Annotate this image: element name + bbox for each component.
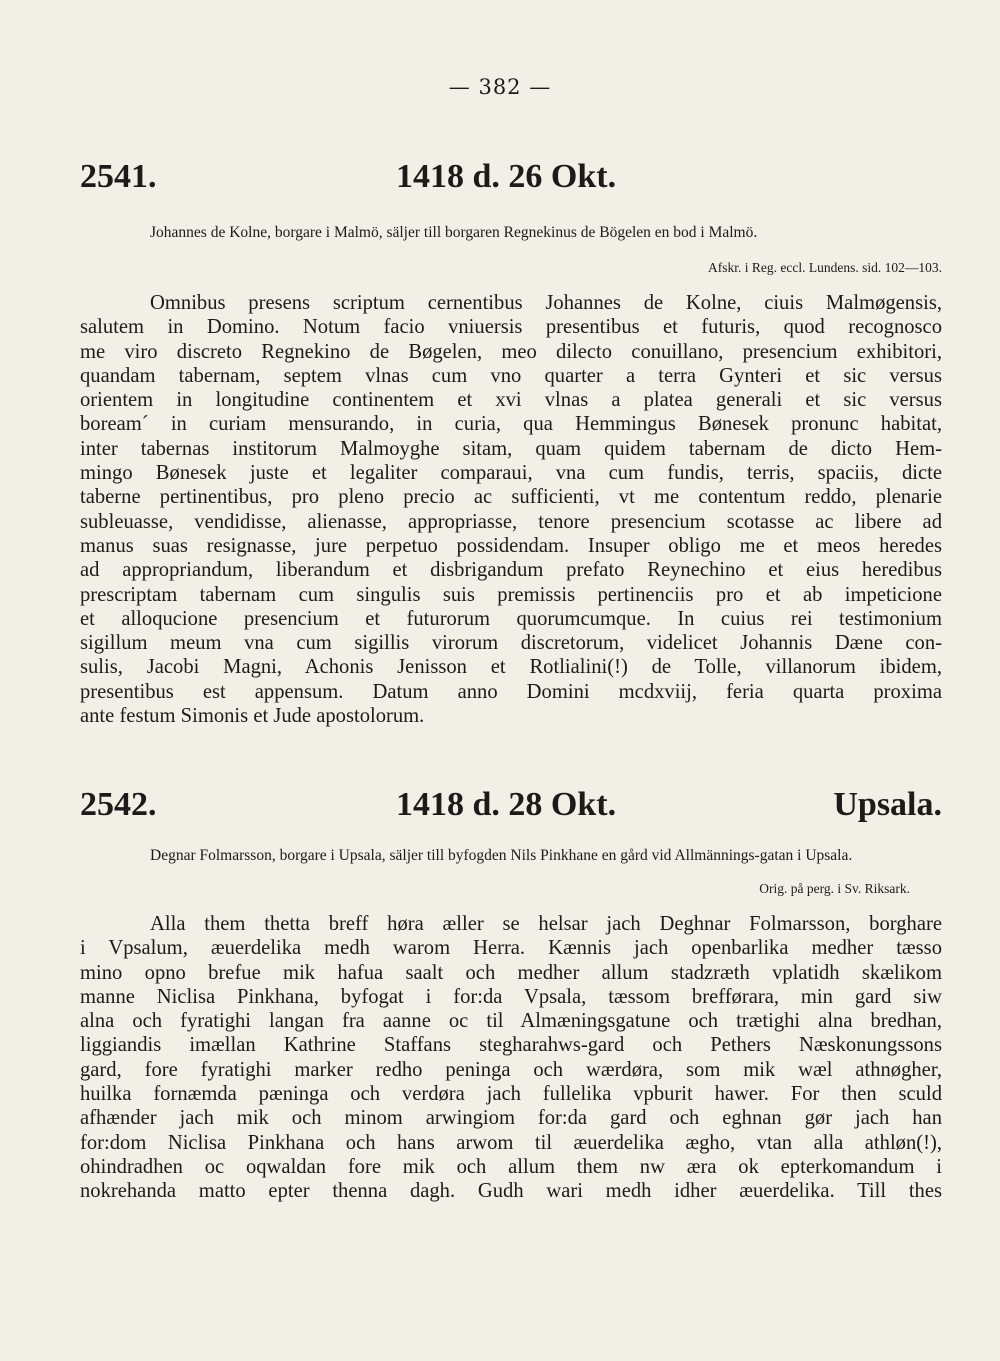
text-line: gard, fore fyratighi marker redho peninga och wærdøra, som mik wæl athnøgher, bbox=[80, 1058, 942, 1081]
entry-body bbox=[80, 291, 942, 728]
entry-summary: Johannes de Kolne, borgare i Malmö, säljer till borgaren Regnekinus de Bögelen en bod i Malmö. bbox=[150, 224, 758, 241]
text-line: for:dom Niclisa Pinkhana och hans arwom til æuerdelika ægho, vtan alla athløn(!), bbox=[80, 1131, 942, 1154]
text-line: boream´ in curiam mensurando, in curia, qua Hemmingus Bønesek pronunc habitat, bbox=[80, 413, 942, 436]
text-line: ante festum Simonis et Jude apostolorum. bbox=[80, 705, 425, 728]
text-line: Omnibus presens scriptum cernentibus Johannes de Kolne, ciuis Malmøgensis, bbox=[150, 292, 942, 314]
entry-date: 1418 d. 28 Okt. bbox=[396, 786, 617, 823]
text-line: inter tabernas institorum Malmoyghe sitam, quam quidem tabernam de dicto Hem- bbox=[80, 437, 942, 460]
text-line: afhænder jach mik och minom arwingiom for:da gard och eghnan gør jach han bbox=[80, 1107, 942, 1130]
text-line: me viro discreto Regnekino de Bøgelen, meo dilecto conuillano, presencium exhibitori, bbox=[80, 340, 942, 363]
text-line: ohindradhen oc oqwaldan fore mik och allum them nw æra ok epterkomandum i bbox=[80, 1155, 942, 1178]
entry-body bbox=[80, 912, 942, 1204]
entry-number: 2541. bbox=[80, 158, 157, 195]
text-line: manus suas resignasse, jure perpetuo possidendam. Insuper obligo me et meos heredes bbox=[80, 534, 942, 557]
page-number: — 382 — bbox=[448, 75, 552, 99]
text-line: prescriptam tabernam cum singulis suis premissis pertinenciis pro et ab impeticione bbox=[80, 583, 942, 606]
entry-source: Orig. på perg. i Sv. Riksark. bbox=[759, 881, 910, 896]
text-line: sigillum meum vna cum sigillis virorum discretorum, videlicet Johannis Dæne con- bbox=[80, 632, 942, 655]
text-line: Alla them thetta breff høra æller se helsar jach Deghnar Folmarsson, borghare bbox=[150, 913, 942, 935]
text-line: liggiandis imællan Kathrine Staffans stegharahws-gard och Pethers Næskonungssons bbox=[80, 1034, 942, 1057]
text-line: huilka fornæmda pæninga och verdøra jach fullelika vpburit hawer. For then sculd bbox=[80, 1083, 942, 1106]
text-line: subleuasse, vendidisse, alienasse, appropriasse, tenore presencium scotasse ac libere ad bbox=[80, 510, 942, 533]
entry-number: 2542. bbox=[80, 786, 157, 823]
entry-date: 1418 d. 26 Okt. bbox=[396, 158, 617, 195]
text-line: quandam tabernam, septem vlnas cum vno quarter a terra Gynteri et sic versus bbox=[80, 364, 942, 387]
entry-source: Afskr. i Reg. eccl. Lundens. sid. 102—103. bbox=[708, 260, 942, 275]
entry-header bbox=[80, 158, 942, 198]
text-line: mino opno brefue mik hafua saalt och medher allum stadzræth vplatidh skælikom bbox=[80, 961, 942, 984]
text-line: i Vpsalum, æuerdelika medh warom Herra. Kænnis jach openbarlika medher tæsso bbox=[80, 937, 942, 960]
entry-summary: Degnar Folmarsson, borgare i Upsala, säljer till byfogden Nils Pinkhane en gård vid Allmännings-gatan i Upsala. bbox=[150, 847, 853, 864]
text-line: taberne pertinentibus, pro pleno precio ac sufficienti, vt me contentum reddo, plenarie bbox=[80, 486, 942, 509]
text-line: et alloqucione presencium et futurorum quorumcumque. In cuius rei testimonium bbox=[80, 607, 942, 630]
text-line: salutem in Domino. Notum facio vniuersis presentibus et futuris, quod recognosco bbox=[80, 316, 942, 339]
text-line: orientem in longitudine continentem et xvi vlnas a platea generali et sic versus bbox=[80, 389, 942, 412]
text-line: presentibus est appensum. Datum anno Domini mcdxviij, feria quarta proxima bbox=[80, 680, 942, 703]
text-line: sulis, Jacobi Magni, Achonis Jenisson et Rotlialini(!) de Tolle, villanorum ibidem, bbox=[80, 656, 942, 679]
entry-place: Upsala. bbox=[833, 786, 942, 823]
entry-header bbox=[80, 786, 942, 826]
text-line: ad appropriandum, liberandum et disbrigandum prefato Reynechino et eius heredibus bbox=[80, 559, 942, 582]
text-line: nokrehanda matto epter thenna dagh. Gudh wari medh idher æuerdelika. Till thes bbox=[80, 1180, 942, 1203]
text-line: mingo Bønesek juste et legaliter comparaui, vna cum fundis, terris, spaciis, dicte bbox=[80, 462, 942, 485]
text-line: manne Niclisa Pinkhana, byfogat i for:da Vpsala, tæssom brefførara, min gard siw bbox=[80, 985, 942, 1008]
text-line: alna och fyratighi langan fra aanne oc til Almæningsgatune och trætighi alna bredhan, bbox=[80, 1010, 942, 1033]
